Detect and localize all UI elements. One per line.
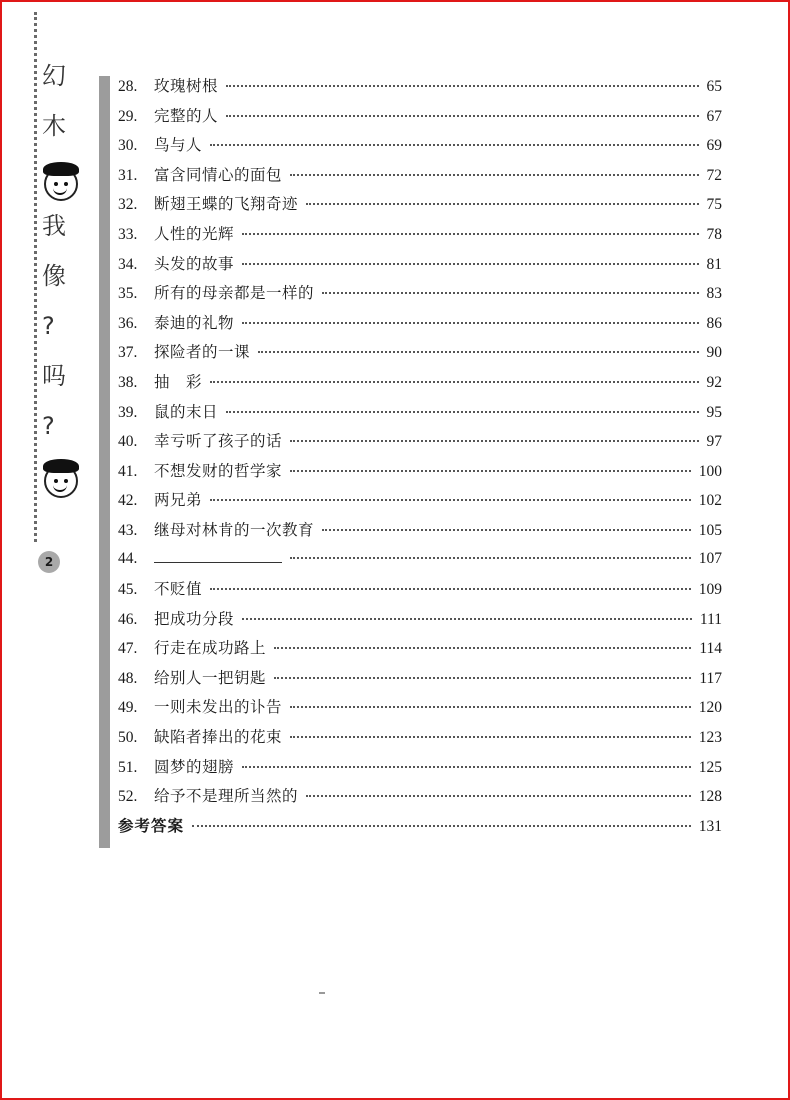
toc-entry-page: 128 [698, 788, 722, 806]
toc-entry-answers[interactable] [118, 814, 722, 844]
toc-entry[interactable] [118, 725, 722, 755]
toc-entry-number: 34. [118, 255, 138, 273]
toc-entry[interactable] [118, 429, 722, 459]
toc-leader-dots [192, 825, 691, 827]
toc-entry[interactable] [118, 518, 722, 548]
toc-entry[interactable] [118, 192, 722, 222]
toc-leader-dots [290, 736, 691, 738]
toc-entry-number: 52. [118, 788, 138, 806]
toc-entry[interactable] [118, 666, 722, 696]
toc-entry[interactable] [118, 281, 722, 311]
toc-entry-number: 43. [118, 521, 138, 539]
toc-entry-title: 不想发财的哲学家 [154, 461, 283, 480]
toc-entry-page: 92 [706, 373, 722, 391]
toc-entry[interactable] [118, 222, 722, 252]
toc-entry[interactable] [118, 784, 722, 814]
toc-leader-dots [210, 144, 698, 146]
toc-entry-number: 41. [118, 462, 138, 480]
toc-entry-page: 105 [698, 521, 722, 539]
toc-entry-title: 鸟与人 [154, 136, 203, 155]
toc-entry[interactable] [118, 459, 722, 489]
toc-entry-title: 泰迪的礼物 [154, 313, 235, 332]
toc-leader-dots [210, 381, 698, 383]
toc-entry[interactable] [118, 252, 722, 282]
toc-entry[interactable] [118, 311, 722, 341]
toc-leader-dots [322, 529, 691, 531]
margin-dotted-line [34, 12, 37, 542]
toc-entry[interactable] [118, 607, 722, 637]
margin-decor-glyph: 幻 [42, 62, 66, 90]
toc-entry-title: 幸亏听了孩子的话 [154, 432, 283, 451]
toc-entry-page: 109 [698, 581, 722, 599]
toc-leader-dots [290, 706, 691, 708]
toc-entry-page: 125 [698, 758, 722, 776]
toc-leader-dots [322, 292, 698, 294]
toc-entry-number: 38. [118, 373, 138, 391]
toc-entry-number: 37. [118, 344, 138, 362]
cartoon-boy-face-icon [44, 464, 78, 498]
toc-entry[interactable] [118, 577, 722, 607]
margin-decor-glyph: 木 [42, 112, 66, 140]
toc-entry-page: 90 [706, 344, 722, 362]
toc-entry-page: 114 [699, 640, 722, 658]
toc-entry-title: 两兄弟 [154, 491, 203, 510]
toc-entry-page: 100 [698, 462, 722, 480]
toc-leader-dots [226, 85, 698, 87]
table-of-contents [118, 74, 722, 843]
toc-entry-title: 人性的光辉 [154, 224, 235, 243]
toc-entry[interactable] [118, 104, 722, 134]
toc-entry-number: 36. [118, 314, 138, 332]
toc-answers-title: 参考答案 [118, 815, 185, 835]
toc-entry-number: 50. [118, 729, 138, 747]
toc-side-bar [99, 76, 110, 848]
toc-entry-number: 31. [118, 166, 138, 184]
toc-leader-dots [290, 174, 698, 176]
margin-decor-glyph: ? [42, 312, 55, 340]
toc-entry-number: 42. [118, 492, 138, 510]
toc-entry-title: 不贬值 [154, 580, 203, 599]
margin-decor-glyph: 我 [42, 212, 66, 240]
toc-leader-dots [226, 411, 698, 413]
toc-leader-dots [258, 351, 698, 353]
toc-entry-page: 86 [706, 314, 722, 332]
scan-speck [319, 992, 325, 994]
toc-entry[interactable] [118, 755, 722, 785]
toc-leader-dots [290, 557, 691, 559]
toc-entry-page: 107 [698, 549, 722, 567]
toc-entry-number: 33. [118, 225, 138, 243]
toc-entry-number: 44. [118, 549, 138, 567]
toc-entry-page: 72 [706, 166, 722, 184]
toc-entry-page: 75 [706, 196, 722, 214]
toc-entry-page: 78 [706, 225, 722, 243]
toc-entry-number: 35. [118, 285, 138, 303]
toc-entry-title: 行走在成功路上 [154, 639, 267, 658]
toc-entry-number: 51. [118, 758, 138, 776]
toc-leader-dots [210, 588, 691, 590]
toc-entry[interactable] [118, 370, 722, 400]
toc-entry-page: 65 [706, 78, 722, 95]
toc-leader-dots [290, 470, 691, 472]
toc-entry-page: 111 [699, 610, 722, 628]
toc-leader-dots [274, 647, 691, 649]
toc-entry-number: 40. [118, 433, 138, 451]
toc-entry-page: 83 [706, 285, 722, 303]
toc-entry-title: 给予不是理所当然的 [154, 787, 299, 806]
toc-entry-number: 30. [118, 137, 138, 155]
toc-entry-title: 富含同情心的面包 [154, 165, 283, 184]
toc-entry-title: 鼠的末日 [154, 402, 219, 421]
toc-entry-title: 完整的人 [154, 106, 219, 125]
toc-entry-page: 102 [698, 492, 722, 510]
toc-entry-title: 缺陷者捧出的花束 [154, 728, 283, 747]
toc-entry[interactable] [118, 488, 722, 518]
toc-leader-dots [226, 115, 698, 117]
toc-entry-page: 95 [706, 403, 722, 421]
toc-entry[interactable] [118, 163, 722, 193]
toc-entry-number: 28. [118, 78, 138, 95]
toc-entry-page: 97 [706, 433, 722, 451]
toc-leader-dots [306, 795, 691, 797]
page-number-badge: 2 [38, 551, 60, 573]
toc-leader-dots [242, 322, 698, 324]
toc-entry-title: 给别人一把钥匙 [154, 668, 267, 687]
toc-entry-page: 67 [706, 107, 722, 125]
toc-entry-title: 断翅王蝶的飞翔奇迹 [154, 195, 299, 214]
toc-entry-page: 69 [706, 137, 722, 155]
margin-decor-glyph: 像 [42, 262, 66, 290]
margin-decor-glyph: ? [42, 412, 55, 440]
toc-entry-title: 探险者的一课 [154, 343, 251, 362]
toc-entry-title: 抽 彩 [154, 372, 203, 391]
toc-entry-title: 把成功分段 [154, 609, 235, 628]
toc-entry-title: 头发的故事 [154, 254, 235, 273]
toc-entry-number: 45. [118, 581, 138, 599]
toc-entry-title: 圆梦的翅膀 [154, 757, 235, 776]
toc-entry-number: 39. [118, 403, 138, 421]
toc-entry-number: 29. [118, 107, 138, 125]
toc-leader-dots [210, 499, 691, 501]
toc-entry-page: 117 [699, 669, 722, 687]
toc-entry[interactable] [118, 74, 722, 104]
toc-entry-page: 123 [698, 729, 722, 747]
toc-leader-dots [242, 233, 698, 235]
toc-leader-dots [242, 263, 698, 265]
toc-entry-blank-line [154, 548, 282, 563]
toc-entry-title: 一则未发出的讣告 [154, 698, 283, 717]
cartoon-girl-face-icon [44, 167, 78, 201]
toc-entry-title: 继母对林肯的一次教育 [154, 520, 315, 539]
toc-answers-page: 131 [698, 817, 722, 835]
toc-entry[interactable] [118, 133, 722, 163]
margin-decor-glyph: 吗 [42, 362, 66, 390]
toc-leader-dots [274, 677, 691, 679]
toc-entry-title: 玫瑰树根 [154, 77, 219, 95]
toc-entry-number: 46. [118, 610, 138, 628]
toc-entry[interactable] [118, 340, 722, 370]
toc-entry-number: 49. [118, 699, 138, 717]
toc-leader-dots [242, 618, 692, 620]
toc-entry[interactable] [118, 695, 722, 725]
toc-entry[interactable] [118, 548, 722, 578]
toc-entry-title: 所有的母亲都是一样的 [154, 284, 315, 303]
toc-entry-page: 120 [698, 699, 722, 717]
toc-entry-number: 47. [118, 640, 138, 658]
toc-leader-dots [242, 766, 691, 768]
toc-leader-dots [306, 203, 698, 205]
toc-entry-page: 81 [706, 255, 722, 273]
toc-entry[interactable] [118, 636, 722, 666]
toc-entry-number: 48. [118, 669, 138, 687]
toc-entry[interactable] [118, 400, 722, 430]
toc-leader-dots [290, 440, 698, 442]
toc-entry-number: 32. [118, 196, 138, 214]
